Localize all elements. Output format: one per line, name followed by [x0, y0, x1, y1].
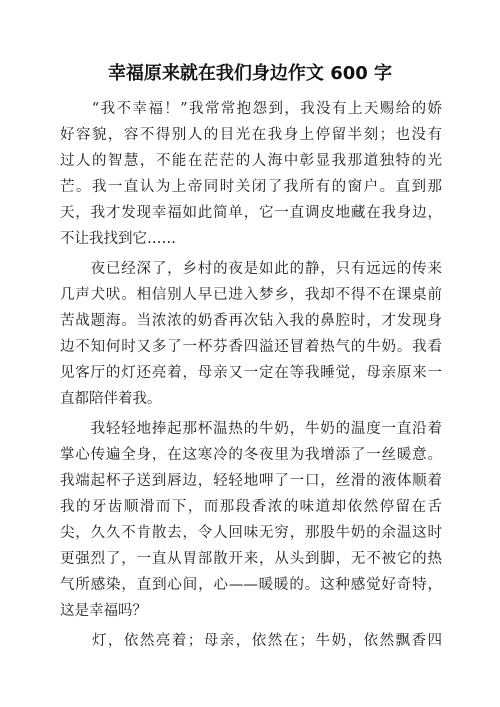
paragraph-line: 苦战题海。当浓浓的奶香再次钻入我的鼻腔时，才发现身 [60, 313, 442, 329]
paragraph-line: 我端起杯子送到唇边，轻轻地呷了一口，丝滑的液体顺着 [60, 473, 442, 489]
paragraph-line: 几声犬吠。相信别人早已进入梦乡，我却不得不在课桌前 [60, 287, 442, 303]
paragraph-line: 好容貌，容不得别人的目光在我身上停留半刻；也没有 [60, 127, 442, 143]
article-body [60, 96, 442, 658]
paragraph-line: 我的牙齿顺滑而下，而那段香浓的味道却依然停留在舌 [60, 499, 442, 515]
paragraph-line: 掌心传遍全身，在这寒冷的冬夜里为我增添了一丝暖意。 [60, 447, 442, 463]
paragraph-line: 边不知何时又多了一杯芬香四溢还冒着热气的牛奶。我看 [60, 339, 442, 355]
paragraph-line: 尖，久久不肯散去，令人回味无穷，那股牛奶的余温这时 [60, 525, 442, 541]
paragraph-line: 直都陪伴着我。 [60, 391, 162, 407]
paragraph-line: 灯，依然亮着；母亲，依然在；牛奶，依然飘香四 [60, 633, 442, 649]
article-paragraph [60, 96, 442, 252]
paragraph-line: 芒。我一直认为上帝同时关闭了我所有的窗户。直到那 [60, 179, 442, 195]
paragraph-line: “我不幸福！”我常常抱怨到，我没有上天赐给的娇 [60, 101, 442, 117]
article-paragraph [60, 256, 442, 412]
paragraph-line: 不让我找到它…… [60, 231, 176, 247]
paragraph-line: 这是幸福吗？ [60, 603, 147, 619]
paragraph-line: 更强烈了，一直从胃部散开来，从头到脚，无不被它的热 [60, 551, 442, 567]
paragraph-line: 过人的智慧，不能在茫茫的人海中彰显我那道独特的光 [60, 153, 442, 169]
paragraph-line: 夜已经深了，乡村的夜是如此的静，只有远远的传来 [60, 261, 442, 277]
paragraph-line: 气所感染，直到心间，心——暖暖的。这种感觉好奇特， [60, 577, 442, 593]
article-paragraph [60, 416, 442, 624]
paragraph-line: 见客厅的灯还亮着，母亲又一定在等我睡觉，母亲原来一 [60, 365, 442, 381]
paragraph-line: 天，我才发现幸福如此简单，它一直调皮地藏在我身边， [60, 205, 442, 221]
article-paragraph [60, 628, 442, 654]
paragraph-line: 我轻轻地捧起那杯温热的牛奶，牛奶的温度一直沿着 [60, 421, 442, 437]
article-title: 幸福原来就在我们身边作文 600 字 [107, 63, 393, 84]
